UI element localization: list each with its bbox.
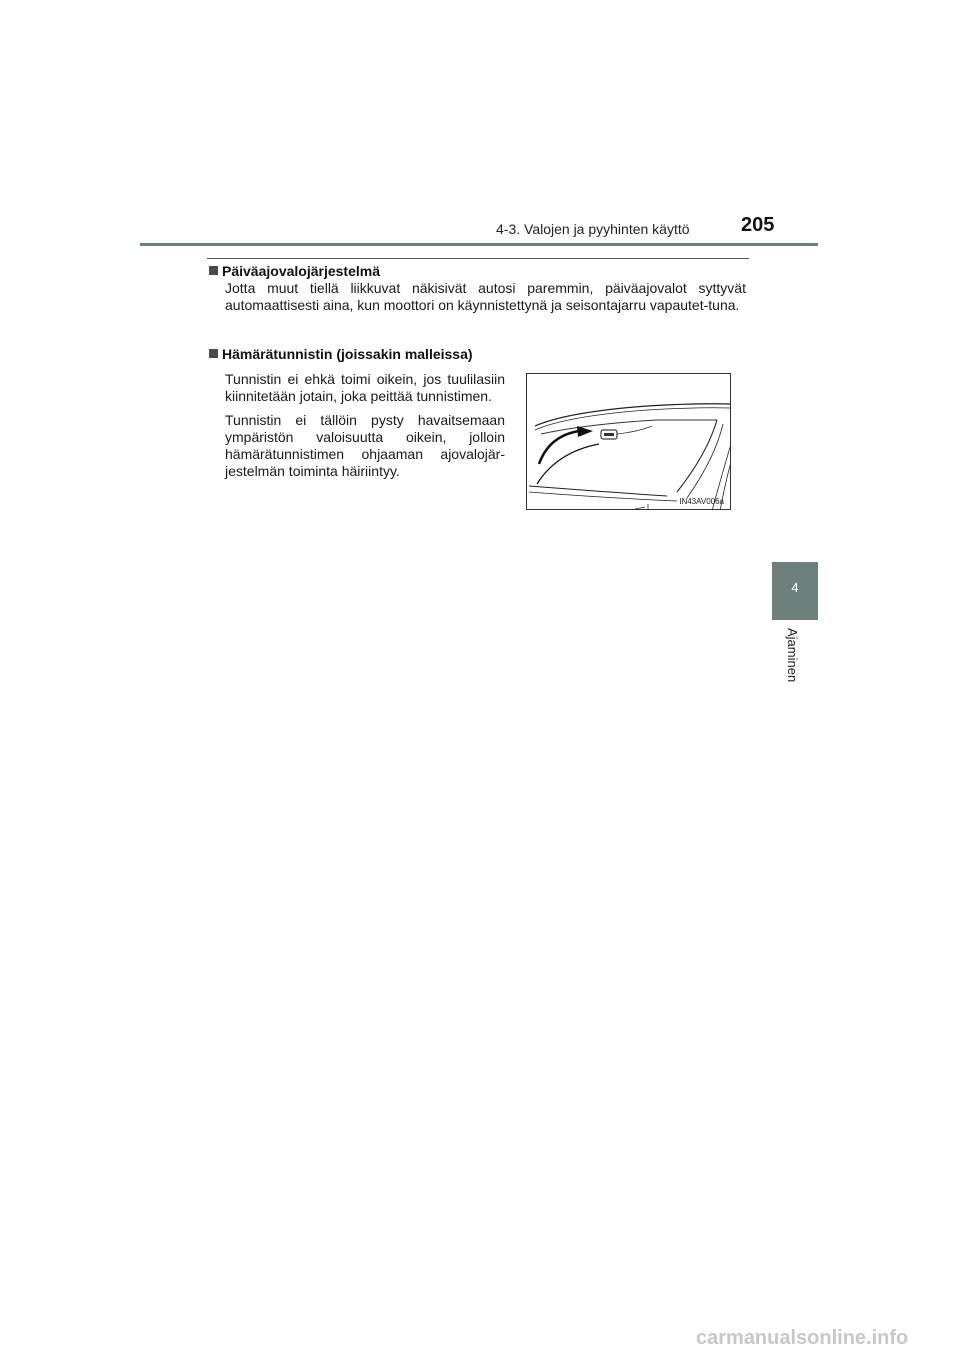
watermark[interactable]: carmanualsonline.info <box>696 1327 909 1349</box>
paragraph: Jotta muut tiellä liikkuvat näkisivät autosi paremmin, päiväajovalot syttyvät automaattisesti aina, kun moottori on käynnistettynä ja seisontajarru vapautet-tuna. <box>225 280 746 313</box>
chapter-tab[interactable] <box>772 562 818 620</box>
page-number: 205 <box>741 214 775 236</box>
content-top-rule <box>207 258 749 259</box>
header-rule <box>140 243 818 246</box>
chapter-title: Ajaminen <box>785 628 800 683</box>
section-heading-text: Päiväajovalojärjestelmä <box>222 263 380 279</box>
paragraph: Tunnistin ei tällöin pysty havaitsemaan ympäristön valoisuutta oikein, jolloin hämärätunnistimen ohjaaman ajovalojär-jestelmän toiminta häiriintyy. <box>225 412 505 479</box>
section-heading <box>209 263 380 279</box>
section-heading-text: Hämärätunnistin (joissakin malleissa) <box>222 346 473 362</box>
heading-square-icon <box>209 349 218 358</box>
windshield-sensor-icon <box>527 374 731 510</box>
figure-code: IN43AV006a <box>679 497 724 506</box>
header-section-title: 4-3. Valojen ja pyyhinten käyttö <box>496 221 690 237</box>
windshield-sensor-figure <box>526 373 731 510</box>
heading-square-icon <box>209 266 218 275</box>
section-heading <box>209 346 473 362</box>
paragraph: Tunnistin ei ehkä toimi oikein, jos tuulilasiin kiinnitetään jotain, joka peittää tunnistimen. <box>225 371 505 404</box>
chapter-number: 4 <box>791 580 799 595</box>
